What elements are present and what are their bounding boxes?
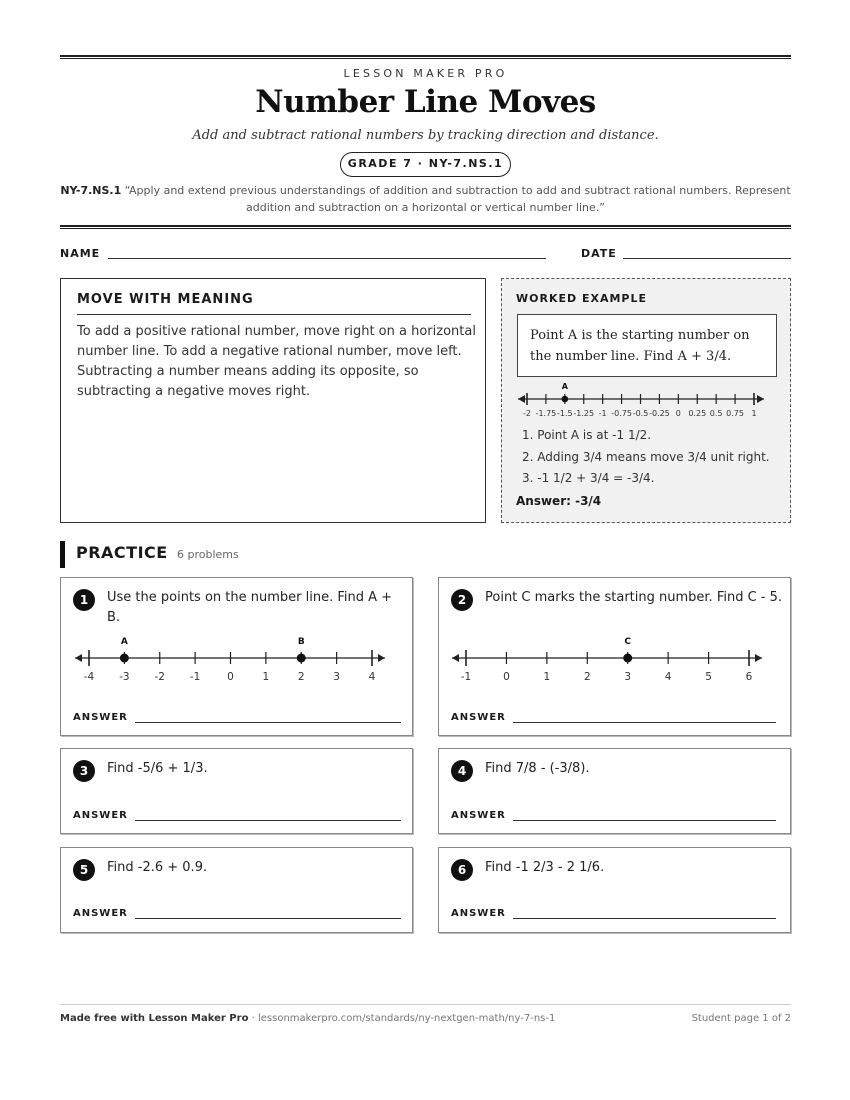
- page-subtitle: Add and subtract rational numbers by tracking direction and distance.: [192, 128, 659, 143]
- tick-label: 6: [745, 671, 753, 683]
- tick-label: 0: [675, 409, 681, 418]
- tick-label: 1: [543, 671, 551, 683]
- tick-label: 0: [503, 671, 510, 683]
- problem-card-4: [438, 748, 791, 834]
- problem-card-1: [60, 577, 413, 736]
- problem-card-6: [438, 847, 791, 933]
- footer-page-number: Student page 1 of 2: [691, 1013, 791, 1024]
- answer-field[interactable]: [513, 722, 776, 723]
- footer-made-with: Made free with Lesson Maker Pro: [60, 1013, 249, 1024]
- problem-number-badge: 2: [451, 589, 473, 611]
- worked-example-answer: Answer: -3/4: [516, 494, 602, 508]
- tick-label: 3: [333, 671, 340, 683]
- answer-field[interactable]: [135, 918, 401, 919]
- answer-field[interactable]: [513, 918, 776, 919]
- concept-heading-rule: [77, 314, 471, 315]
- tick-label: 4: [368, 671, 376, 683]
- answer-label: ANSWER: [73, 712, 128, 723]
- answer-field[interactable]: [513, 820, 776, 821]
- top-rule: [60, 55, 791, 59]
- page-title: Number Line Moves: [255, 84, 596, 120]
- tick-label: -1.75: [535, 409, 557, 418]
- tick-label: 0.75: [726, 409, 744, 418]
- problem-text: Point C marks the starting number. Find C - 5.: [485, 590, 783, 605]
- tick-label: 3: [624, 671, 632, 683]
- name-label: NAME: [60, 247, 101, 260]
- problem-text: Find -5/6 + 1/3.: [107, 761, 208, 776]
- problem-text: Find -1 2/3 - 2 1/6.: [485, 860, 605, 875]
- point-label: A: [120, 637, 128, 647]
- concept-heading: MOVE WITH MEANING: [77, 292, 254, 307]
- tick-label: -1.5: [557, 409, 573, 418]
- answer-label: ANSWER: [73, 810, 128, 821]
- tick-label: 2: [297, 671, 305, 683]
- tick-label: 0.5: [709, 409, 723, 418]
- worked-example-heading: WORKED EXAMPLE: [516, 292, 647, 305]
- footer-url[interactable]: · lessonmakerpro.com/standards/ny-nextgen-math/ny-7-ns-1: [248, 1013, 556, 1024]
- worked-example-prompt: Point A is the starting number on the number line. Find A + 3/4.: [517, 314, 777, 377]
- practice-heading: PRACTICE: [76, 543, 168, 562]
- left-arrow-icon: [518, 395, 525, 403]
- problem-card-3: [60, 748, 413, 834]
- answer-label: ANSWER: [451, 908, 506, 919]
- date-field[interactable]: [623, 258, 791, 259]
- worksheet-page: [60, 0, 791, 1100]
- problem-number-badge: 6: [451, 859, 473, 881]
- point-label: B: [297, 637, 305, 647]
- point-marker: [297, 654, 306, 663]
- right-arrow-icon: [757, 395, 764, 403]
- standard-text: “Apply and extend previous understandings of addition and subtraction to add and subtract rational numbers. Represent addition and subtraction on a horizontal or vertical number line.”: [124, 184, 791, 214]
- point-marker: [120, 654, 129, 663]
- problem-text: Find 7/8 - (-3/8).: [485, 761, 590, 776]
- footer-rule: [60, 1004, 791, 1005]
- point-label: A: [561, 382, 568, 391]
- concept-box: [60, 278, 486, 523]
- right-arrow-icon: [755, 654, 762, 662]
- worked-example-step-3: 3. -1 1/2 + 3/4 = -3/4.: [522, 471, 655, 485]
- problem-card-5: [60, 847, 413, 933]
- point-marker: [562, 396, 569, 403]
- right-arrow-icon: [378, 654, 385, 662]
- problem-card-2: [438, 577, 791, 736]
- tick-label: -0.75: [611, 409, 632, 418]
- practice-accent-bar: [60, 541, 65, 568]
- tick-label: -2: [154, 671, 165, 683]
- tick-label: 1: [751, 409, 757, 418]
- tick-label: -1.25: [573, 409, 595, 418]
- problem-number-badge: 4: [451, 760, 473, 782]
- problem-number-badge: 5: [73, 859, 95, 881]
- worked-example-box: [501, 278, 791, 523]
- problem-number-badge: 3: [73, 760, 95, 782]
- problem-text: Use the points on the number line. Find A + B.: [107, 590, 393, 625]
- tick-label: 0.25: [688, 409, 707, 418]
- problem-text: Find -2.6 + 0.9.: [107, 860, 208, 875]
- standard-statement: [60, 182, 791, 216]
- answer-field[interactable]: [135, 820, 401, 821]
- tick-label: 1: [262, 671, 270, 683]
- brand-name: LESSON MAKER PRO: [343, 67, 508, 80]
- concept-body: To add a positive rational number, move right on a horizontal number line. To add a negative rational number, move left. Subtracting a number means adding its opposite, so subtracting a negative moves right.: [77, 324, 476, 399]
- left-arrow-icon: [452, 654, 459, 662]
- tick-label: -2: [523, 409, 531, 418]
- tick-label: 5: [705, 671, 712, 683]
- worked-example-number-line: [502, 381, 792, 425]
- point-marker: [623, 654, 632, 663]
- answer-label: ANSWER: [73, 908, 128, 919]
- footer-credit: [60, 1013, 555, 1024]
- name-field[interactable]: [108, 258, 546, 259]
- answer-field[interactable]: [135, 722, 401, 723]
- answer-label: ANSWER: [451, 712, 506, 723]
- tick-label: -1: [598, 409, 607, 418]
- tick-label: -1: [460, 671, 472, 683]
- worked-example-steps: [522, 425, 770, 490]
- worked-example-step-1: 1. Point A is at -1 1/2.: [522, 428, 652, 442]
- tick-label: -4: [83, 671, 95, 683]
- tick-label: -3: [119, 671, 130, 683]
- tick-label: 0: [227, 671, 234, 683]
- tick-label: -0.5: [632, 409, 649, 418]
- standard-code: NY-7.NS.1: [60, 184, 122, 197]
- grade-badge: GRADE 7 · NY-7.NS.1: [340, 152, 511, 177]
- date-label: DATE: [581, 247, 617, 260]
- tick-label: 4: [664, 671, 672, 683]
- answer-label: ANSWER: [451, 810, 506, 821]
- tick-label: 2: [583, 671, 591, 683]
- problem-2-number-line: [439, 634, 792, 684]
- point-label: C: [624, 637, 632, 647]
- tick-label: -1: [189, 671, 201, 683]
- problem-1-number-line: [61, 634, 414, 684]
- worked-example-step-2: 2. Adding 3/4 means move 3/4 unit right.: [522, 449, 770, 464]
- practice-count: 6 problems: [177, 548, 239, 561]
- header-bottom-rule: [60, 225, 791, 229]
- problem-number-badge: 1: [73, 589, 95, 611]
- left-arrow-icon: [75, 654, 82, 662]
- tick-label: -0.25: [649, 409, 670, 418]
